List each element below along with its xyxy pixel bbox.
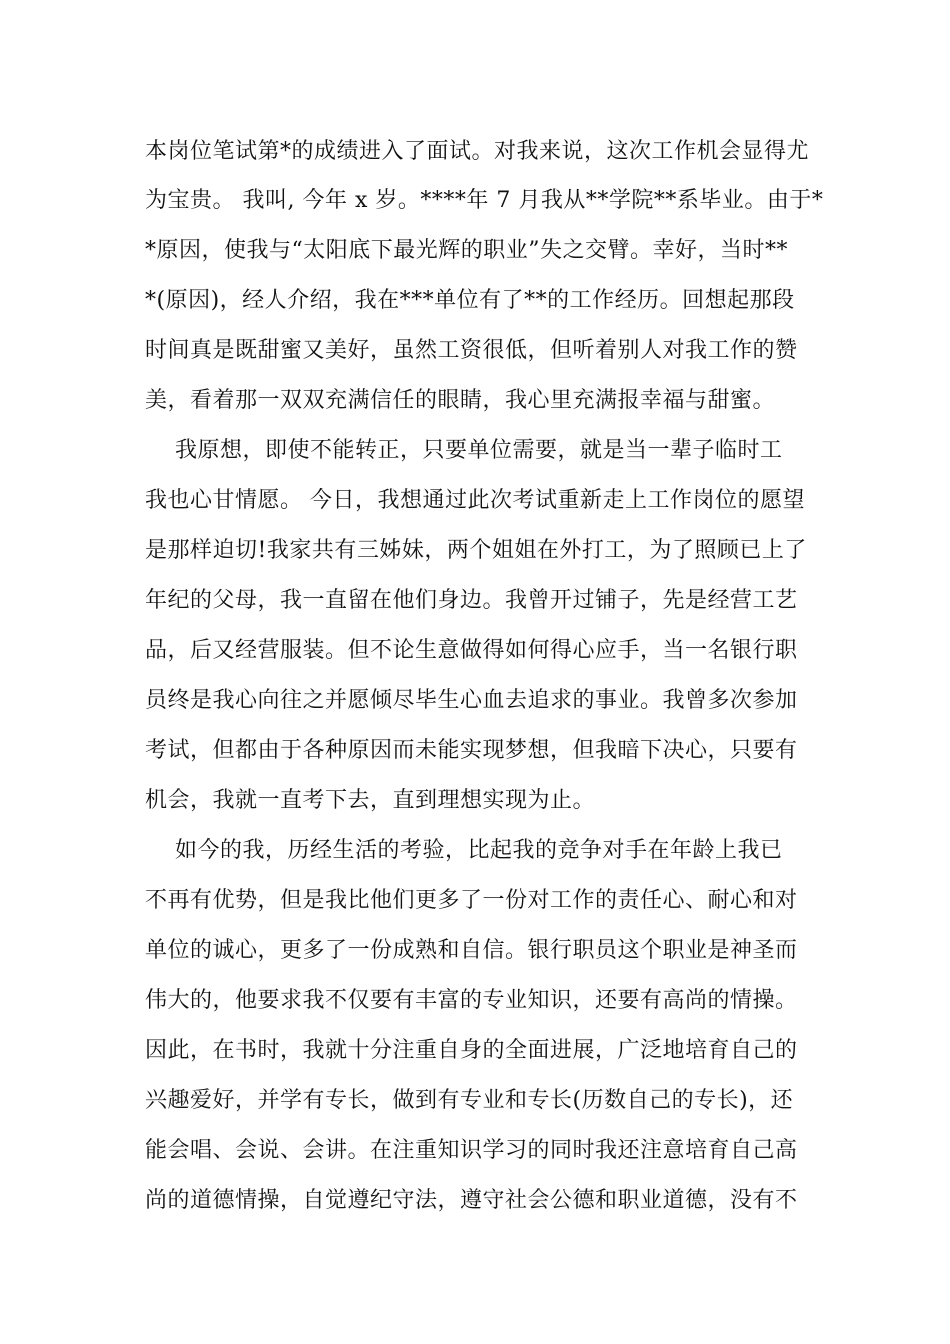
text-line: 我也心甘情愿。 今日，我想通过此次考试重新走上工作岗位的愿望 bbox=[145, 488, 805, 513]
text-line: 如今的我，历经生活的考验，比起我的竞争对手在年龄上我已 bbox=[145, 838, 783, 863]
text-line: 美，看着那一双双充满信任的眼睛，我心里充满报幸福与甜蜜。 bbox=[145, 388, 776, 413]
text-line: 尚的道德情操，自觉遵纪守法，遵守社会公德和职业道德，没有不 bbox=[145, 1188, 798, 1213]
text-line: 能会唱、会说、会讲。在注重知识学习的同时我还注意培育自己高 bbox=[145, 1138, 798, 1163]
text-line: 不再有优势，但是我比他们更多了一份对工作的责任心、耐心和对 bbox=[145, 888, 798, 913]
text-line: 时间真是既甜蜜又美好，虽然工资很低，但听着别人对我工作的赞 bbox=[145, 338, 798, 363]
text-line: *原因，使我与“太阳底下最光辉的职业”失之交臂。幸好，当时** bbox=[145, 238, 788, 263]
text-line: 员终是我心向往之并愿倾尽毕生心血去追求的事业。我曾多次参加 bbox=[145, 688, 798, 713]
text-line: 伟大的，他要求我不仅要有丰富的专业知识，还要有高尚的情操。 bbox=[145, 988, 798, 1013]
text-line: 我原想，即使不能转正，只要单位需要，就是当一辈子临时工 bbox=[145, 438, 783, 463]
text-line: 年纪的父母，我一直留在他们身边。我曾开过铺子，先是经营工艺 bbox=[145, 588, 798, 613]
text-line: 兴趣爱好，并学有专长，做到有专业和专长(历数自己的专长)，还 bbox=[145, 1088, 794, 1113]
text-line: 品，后又经营服装。但不论生意做得如何得心应手，当一名银行职 bbox=[145, 638, 798, 663]
text-line: 考试，但都由于各种原因而未能实现梦想，但我暗下决心，只要有 bbox=[145, 738, 798, 763]
text-line: *(原因)，经人介绍，我在***单位有了**的工作经历。回想起那段 bbox=[145, 288, 795, 313]
text-line: 机会，我就一直考下去，直到理想实现为止。 bbox=[145, 788, 596, 813]
text-line: 本岗位笔试第*的成绩进入了面试。对我来说，这次工作机会显得尤 bbox=[145, 139, 810, 164]
text-line: 为宝贵。 我叫, 今年 x 岁。****年 7 月我从**学院**系毕业。由于* bbox=[145, 188, 824, 213]
text-line: 单位的诚心，更多了一份成熟和自信。银行职员这个职业是神圣而 bbox=[145, 938, 798, 963]
text-line: 是那样迫切!我家共有三姊妹，两个姐姐在外打工，为了照顾已上了 bbox=[145, 538, 807, 563]
text-line: 因此，在书时，我就十分注重自身的全面进展，广泛地培育自己的 bbox=[145, 1038, 798, 1063]
